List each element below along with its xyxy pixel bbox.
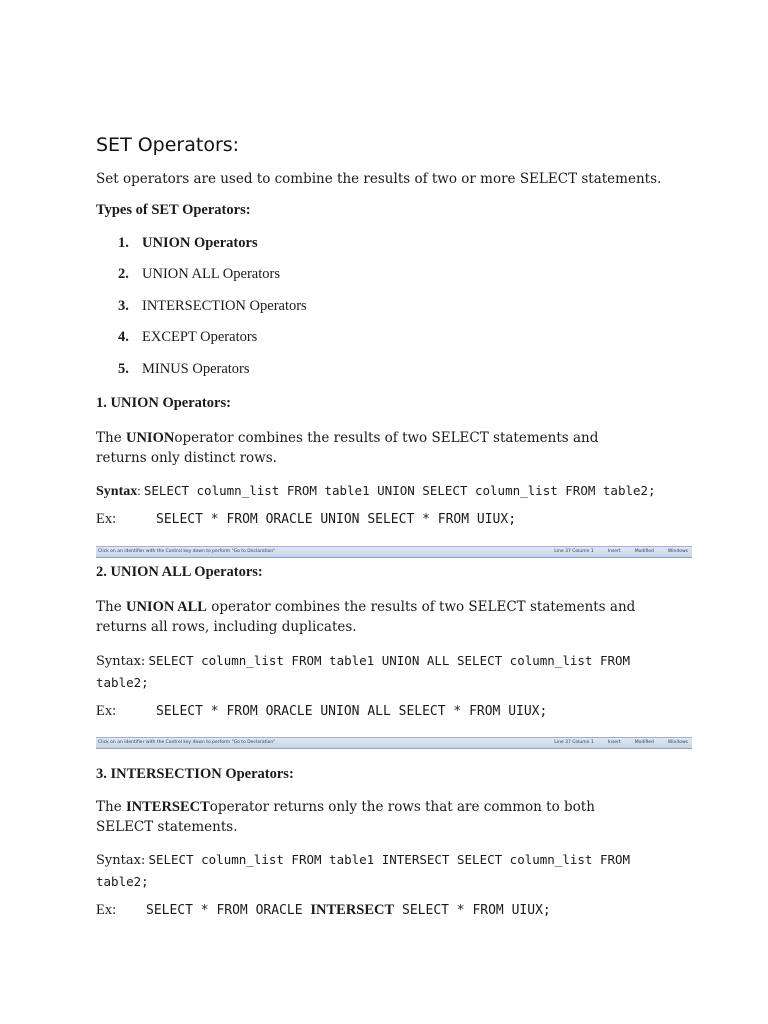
list-number: 1.	[118, 235, 129, 251]
union-all-keyword: UNION ALL	[125, 599, 207, 615]
list-number: 2.	[118, 266, 129, 282]
example-label: Ex:	[96, 511, 117, 527]
example-code: SELECT * FROM ORACLE UNION ALL SELECT * FROM UIUX;	[156, 704, 548, 719]
list-item	[118, 329, 257, 346]
union-all-description: The UNION ALL operator combines the results of two SELECT statements and returns all rows, including duplicates.	[96, 599, 636, 635]
union-all-example	[96, 703, 547, 720]
status-hint: Click on an identifier with the Control key down to perform "Go to Declaration"	[98, 740, 276, 745]
intersect-keyword: INTERSECT	[310, 902, 395, 918]
intersect-keyword: INTERSECT	[125, 799, 210, 815]
list-item	[118, 361, 250, 378]
syntax-label: Syntax	[96, 484, 138, 499]
union-heading: 1. UNION Operators:	[96, 395, 231, 411]
intro-text: Set operators are used to combine the results of two or more SELECT statements.	[96, 171, 662, 187]
intersection-syntax	[96, 849, 656, 893]
list-item	[118, 266, 280, 283]
list-label: EXCEPT Operators	[142, 329, 258, 345]
list-label: UNION Operators	[142, 235, 258, 251]
intersection-example: Ex: SELECT * FROM ORACLE INTERSECT SELECT * FROM UIUX;	[96, 902, 551, 918]
union-syntax: Syntax: SELECT column_list FROM table1 UNION SELECT column_list FROM table2;	[96, 483, 656, 499]
syntax-code: SELECT column_list FROM table1 INTERSECT SELECT column_list FROM table2;	[96, 852, 631, 889]
intersection-heading: 3. INTERSECTION Operators:	[96, 766, 294, 782]
editor-status-bar: Click on an identifier with the Control key down to perform "Go to Declaration" Line 37 Column 1 Insert Modified Windows	[96, 546, 692, 558]
syntax-code: SELECT column_list FROM table1 UNION ALL SELECT column_list FROM table2;	[96, 653, 631, 690]
syntax-label: Syntax:	[96, 654, 146, 669]
list-label: MINUS Operators	[142, 361, 250, 377]
list-label: INTERSECTION Operators	[142, 298, 307, 314]
types-heading: Types of SET Operators:	[96, 202, 251, 218]
syntax-code: SELECT column_list FROM table1 UNION SELECT column_list FROM table2;	[143, 483, 656, 498]
status-hint: Click on an identifier with the Control key down to perform "Go to Declaration"	[98, 549, 276, 554]
union-all-syntax	[96, 650, 656, 694]
example-label: Ex:	[96, 703, 117, 719]
list-item	[118, 298, 307, 315]
list-item	[118, 235, 258, 252]
union-all-heading: 2. UNION ALL Operators:	[96, 564, 263, 580]
list-number: 3.	[118, 298, 129, 314]
example-code: SELECT * FROM ORACLE UNION SELECT * FROM UIUX;	[156, 512, 517, 527]
union-example	[96, 511, 516, 528]
intersection-description: The INTERSECToperator returns only the rows that are common to both SELECT statements.	[96, 799, 595, 835]
list-number: 5.	[118, 361, 129, 377]
page-title: SET Operators:	[96, 134, 240, 156]
editor-status-bar: Click on an identifier with the Control key down to perform "Go to Declaration" Line 37 Column 1 Insert Modified Windows	[96, 737, 692, 749]
union-description: The UNIONoperator combines the results of two SELECT statements and returns only distinct rows.	[96, 430, 599, 466]
example-label: Ex:	[96, 902, 117, 918]
syntax-label: Syntax:	[96, 853, 146, 868]
list-number: 4.	[118, 329, 129, 345]
union-keyword: UNION	[125, 430, 175, 446]
list-label: UNION ALL Operators	[142, 266, 280, 282]
